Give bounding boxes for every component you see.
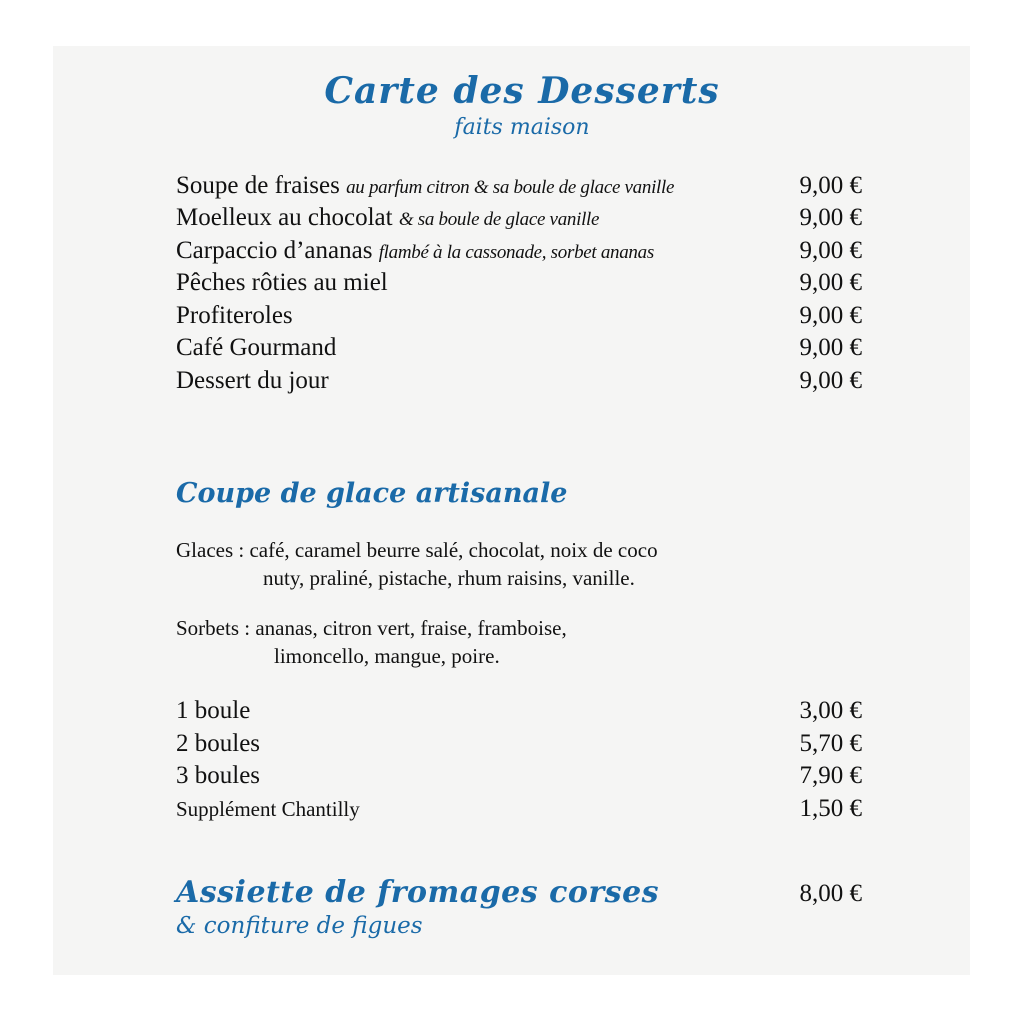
- item-name: Pêches rôties au miel: [176, 269, 388, 296]
- item-price: 5,70 €: [799, 730, 862, 757]
- item-description: & sa boule de glace vanille: [398, 209, 600, 230]
- sorbets-list: [176, 614, 567, 670]
- item-description: flambé à la cassonade, sorbet ananas: [378, 242, 654, 263]
- menu-item: [176, 267, 862, 299]
- item-name: 2 boules: [176, 730, 261, 757]
- item-name: Dessert du jour: [176, 367, 329, 394]
- item-price: 3,00 €: [799, 697, 862, 724]
- item-price: 9,00 €: [799, 367, 862, 394]
- scoop-price-row: [176, 695, 862, 727]
- section-subheading-fromage: & confiture de figues: [176, 913, 423, 939]
- menu-item: [176, 300, 862, 332]
- item-price: 7,90 €: [799, 762, 862, 789]
- item-price: 9,00 €: [799, 172, 862, 199]
- item-price: 9,00 €: [799, 237, 862, 264]
- item-price: 1,50 €: [799, 795, 862, 822]
- glaces-line-2: nuty, praliné, pistache, rhum raisins, vanille.: [263, 566, 635, 590]
- section-heading-glace: Coupe de glace artisanale: [176, 478, 568, 509]
- menu-item: [176, 202, 862, 236]
- item-price: 9,00 €: [799, 269, 862, 296]
- scoop-price-row: [176, 760, 862, 792]
- menu-item: [176, 235, 862, 269]
- page-subtitle: faits maison: [454, 115, 590, 140]
- item-price: 9,00 €: [799, 334, 862, 361]
- scoop-price-row: [176, 728, 862, 760]
- section-heading-fromage: Assiette de fromages corses: [176, 875, 660, 910]
- item-name: Soupe de fraises: [176, 172, 340, 199]
- glaces-line-1: Glaces : café, caramel beurre salé, chocolat, noix de coco: [176, 538, 658, 562]
- glaces-list: [176, 536, 658, 592]
- item-name: 3 boules: [176, 762, 261, 789]
- menu-item: [176, 332, 862, 364]
- menu-item: [176, 365, 862, 397]
- item-name: Café Gourmand: [176, 334, 337, 361]
- scoop-price-row: [176, 793, 862, 825]
- sorbets-line-1: Sorbets : ananas, citron vert, fraise, framboise,: [176, 616, 567, 640]
- item-price: 9,00 €: [799, 302, 862, 329]
- fromage-price: 8,00 €: [799, 880, 862, 907]
- item-name: Moelleux au chocolat: [176, 204, 393, 231]
- sorbets-line-2: limoncello, mangue, poire.: [274, 644, 500, 668]
- item-price: 9,00 €: [799, 204, 862, 231]
- item-name: Profiteroles: [176, 302, 293, 329]
- item-description: au parfum citron & sa boule de glace vanille: [346, 177, 675, 198]
- item-name: Supplément Chantilly: [176, 797, 360, 821]
- page-title: Carte des Desserts: [324, 70, 720, 112]
- menu-item: [176, 170, 862, 204]
- item-name: Carpaccio d’ananas: [176, 237, 373, 264]
- item-name: 1 boule: [176, 697, 251, 724]
